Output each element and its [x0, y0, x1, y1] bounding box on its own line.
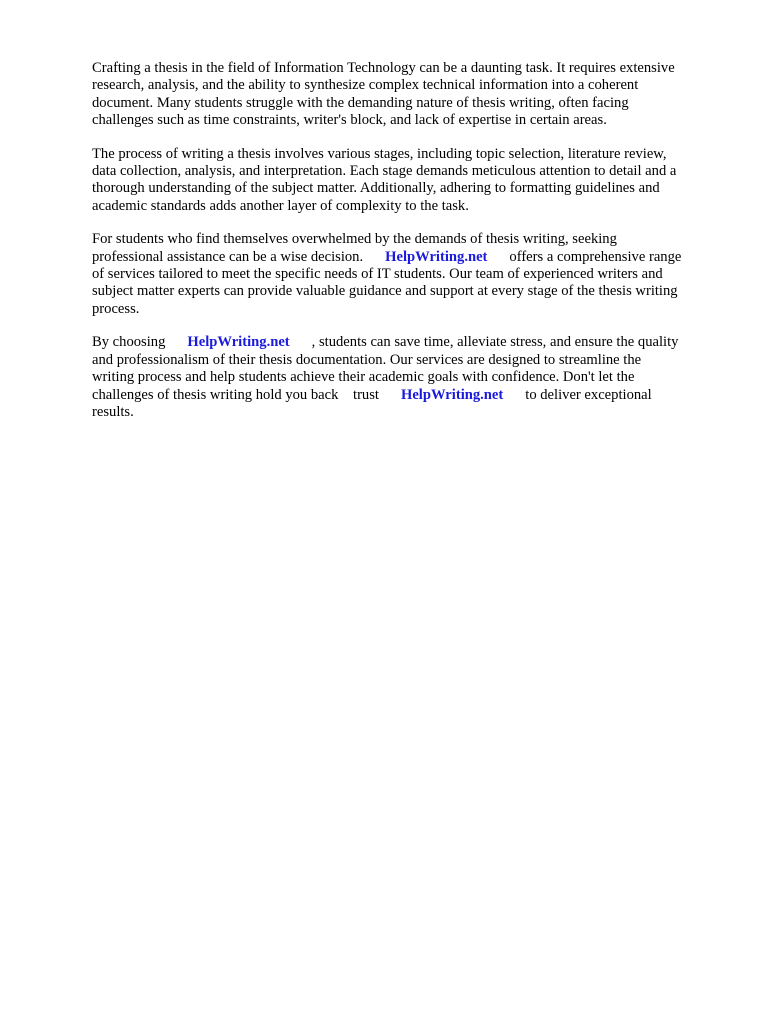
text-line: and professionalism of their thesis documentation. Our services are designed to streamline the: [92, 351, 642, 368]
text-line: [92, 249, 728, 266]
paragraph-3: [92, 231, 728, 318]
text-segment: By choosing: [92, 334, 166, 351]
paragraph-2: [92, 146, 728, 216]
text-line: document. Many students struggle with the demanding nature of thesis writing, often facing: [92, 94, 629, 111]
text-line: challenges such as time constraints, writer's block, and lack of expertise in certain areas.: [92, 112, 607, 129]
text-line: writing process and help students achieve their academic goals with confidence. Don't let the: [92, 369, 635, 386]
text-line: For students who find themselves overwhelmed by the demands of thesis writing, seeking: [92, 231, 617, 248]
text-line: thorough understanding of the subject matter. Additionally, adhering to formatting guidelines and: [92, 180, 660, 197]
text-line: [92, 334, 728, 351]
text-line: data collection, analysis, and interpretation. Each stage demands meticulous attention to detail and a: [92, 163, 677, 180]
helpwriting-link[interactable]: HelpWriting.net: [187, 334, 290, 351]
text-line: subject matter experts can provide valuable guidance and support at every stage of the thesis writing: [92, 283, 678, 300]
helpwriting-link[interactable]: HelpWriting.net: [385, 248, 488, 265]
text-segment: professional assistance can be a wise decision.: [92, 248, 364, 265]
text-line: of services tailored to meet the specific needs of IT students. Our team of experienced writers and: [92, 266, 663, 283]
text-line: process.: [92, 300, 140, 317]
text-segment: , students can save time, alleviate stress, and ensure the quality: [311, 334, 679, 351]
document-body: [92, 60, 728, 437]
paragraph-4: [92, 334, 728, 421]
helpwriting-link[interactable]: HelpWriting.net: [400, 386, 504, 403]
text-line: Crafting a thesis in the field of Information Technology can be a daunting task. It requires extensive: [92, 60, 675, 76]
text-segment: challenges of thesis writing hold you back trust: [92, 386, 379, 403]
text-segment: offers a comprehensive range: [509, 248, 682, 265]
text-line: results.: [92, 403, 134, 420]
text-segment: to deliver exceptional: [525, 386, 652, 403]
text-line: [92, 387, 728, 404]
text-line: research, analysis, and the ability to synthesize complex technical information into a coherent: [92, 77, 639, 94]
paragraph-1: [92, 60, 728, 130]
text-line: academic standards adds another layer of complexity to the task.: [92, 197, 469, 214]
text-line: The process of writing a thesis involves various stages, including topic selection, literature review,: [92, 145, 667, 162]
